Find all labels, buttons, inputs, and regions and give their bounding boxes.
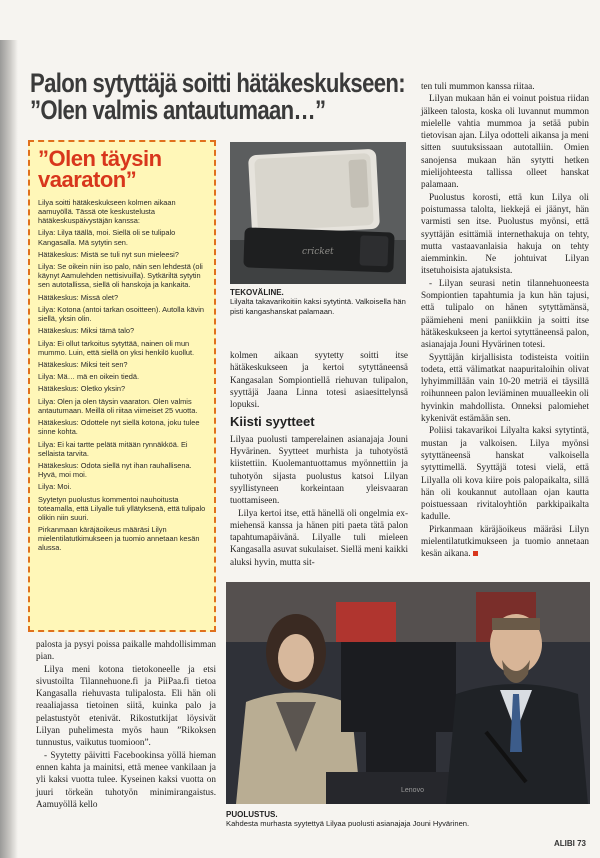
article-column-left <box>36 638 216 810</box>
sidebar-transcript-line: Lilya soitti hätäkeskukseen kolmen aikaan aamuyöllä. Tässä ote keskustelusta hätäkeskuspäivystäjän kanssa: <box>38 198 176 226</box>
right-paragraph-3: Puolustus korosti, että kun Lilya oli poistumassa talolta, liekkejä ei jäänyt, hän varmisti sen itse. Puolustus myönsi, että syyttäjän esittämiä internethakuja on tehty, mutta vastaavanlaisia hakuja on tehty aiemminkin. Ne johtuivat Lilyan itsetuhoisista ajatuksista. <box>421 191 589 276</box>
sidebar-transcript-line: Hätäkeskus: Miksi tämä talo? <box>38 326 135 336</box>
lighters-image <box>230 142 406 284</box>
sidebar-transcript-line: Lilya: Lilya täällä, moi. Siellä oli se tulipalo Kangasalla. Mä sytytin sen. <box>38 228 176 247</box>
courtroom-image <box>226 582 590 804</box>
monitor-brand-text: Lenovo <box>401 787 424 794</box>
courtroom-photo <box>226 582 590 804</box>
sidebar-transcript-line: Hätäkeskus: Mistä se tuli nyt sun mieleesi? <box>38 249 179 259</box>
sidebar-transcript-line: Lilya: Mä… mä en oikein tiedä. <box>38 372 140 382</box>
sidebar-transcript-line: Pirkanmaan käräjäoikeus määräsi Lilyn mielentilatutkimukseen ja tuomio annetaan kesän alussa. <box>38 525 200 553</box>
headline-line-2: ”Olen valmis antautumaan…” <box>30 95 326 125</box>
subheading-kiisti-syytteet: Kiisti syytteet <box>230 414 315 430</box>
sidebar-title <box>38 148 206 190</box>
sidebar-transcript-line: Hätäkeskus: Miksi teit sen? <box>38 359 128 369</box>
photo2-caption <box>226 810 590 829</box>
sidebar-transcript-line: Lilya: Moi. <box>38 482 72 492</box>
right-paragraph-6: Poliisi takavarikoi Lilyalta kaksi sytytintä, mustan ja valkoisen. Lilya myönsi sytyttäneensä hanskat valkoisella sytyttimellä. Syyttäjä totesi vielä, että Lilyalla oli kova kiire pois palopaikalta, sillä hän oli koukannut autollaan ojan kautta poistuessaan rivitaloyhtiön parkkipaikalta kadulle. <box>421 425 589 522</box>
page-number: ALIBI 73 <box>553 839 586 848</box>
mid-paragraph-3: Lilya kertoi itse, että hänellä oli ongelmia ex-miehensä kanssa ja hänen piti paeta tätä palon tapahtumapäivänä. Lilyalle tuli mieleen Kangasalla asuvat sukulaiset. Siellä meni kaikki aluksi hyvin, mutta sit- <box>230 507 408 567</box>
left-paragraph-1: palosta ja pysyi poissa paikalle mahdollisimman pian. <box>36 639 216 662</box>
left-paragraph-3: - Syytetty päivitti Facebookinsa yöllä hieman ennen kahta ja mainitsi, että menee vankilaan ja yli kaksi vuotta tulee. Kyseinen kaksi vuotta on juuri törkeän tuhotyön minimirangaistus. Aamuyöllä kello <box>36 749 216 809</box>
article-column-middle <box>230 349 408 568</box>
sidebar-transcript-line: Syytetyn puolustus kommentoi nauhoitusta toteamalla, että Lilyalle tuli yllätyksenä, että tulipalo olikin niin suuri. <box>38 494 206 522</box>
sidebar-transcript-line: Hätäkeskus: Odottele nyt siellä kotona, joku tulee sinne kohta. <box>38 418 200 437</box>
lighter-brand-text: cricket <box>302 247 334 257</box>
right-paragraph-4: - Lilyan seurasi netin tilannehuoneesta Sompiontien tapahtumia ja kun hän tajusi, että tulipalo on hänen sytyttämänsä, päämieheni meni paniikkiin ja soitti itse hätäkeskukseen ja kertoi sytyttäneensä palon, asianajaja Jouni Hyvärinen totesi. <box>421 277 589 350</box>
headline <box>30 70 415 124</box>
mid-paragraph-2: Lilyaa puolusti tamperelainen asianajaja Jouni Hyvärinen. Syytteet murhista ja tuhotyöstä kiistettiin. Kuolemantuottamus myönnettiin ja tuhotyön sijasta puolustus katsoi Lilyan syyllistyneen korkeintaan yleisvaaran tuottamiseen. <box>230 433 408 506</box>
headline-line-1: Palon sytyttäjä soitti hätäkeskukseen: <box>30 68 405 98</box>
lighters-photo <box>230 142 406 284</box>
right-paragraph-7 <box>421 523 589 560</box>
sidebar-transcript-line: Lilya: Olen ja olen täysin vaaraton. Olen valmis antautumaan. Meillä oli riitaa viimeiset 25 vuotta. <box>38 396 198 415</box>
photo2-caption-title: PUOLUSTUS. <box>226 810 278 819</box>
sidebar-title-line-2: vaaraton” <box>38 167 137 192</box>
end-of-article-marker <box>473 551 478 556</box>
sidebar-transcript-line: Lilya: Ei kai tartte pelätä mitään rynnäkköä. Ei sellaista tarvita. <box>38 439 188 458</box>
sidebar-title-line-1: ”Olen täysin <box>38 146 162 171</box>
page-binding-edge <box>0 40 18 858</box>
sidebar-transcript-line: Hätäkeskus: Odota siellä nyt ihan rauhallisena. Hyvä, moi moi. <box>38 460 192 479</box>
article-column-right <box>421 80 589 560</box>
mid-paragraph-1: kolmen aikaan syytetty soitti itse hätäkeskukseen ja kertoi sytyttäneensä Kangasalan Sompiontiellä riehuvan tulipalon, syyttäjä Jaana Linna totesi asiaesittelynsä lopuksi. <box>230 350 408 410</box>
sidebar-transcript <box>38 198 206 552</box>
sidebar-transcript-line: Lilya: Kotona (antoi tarkan osoitteen). Autolla kävin siellä, yksin olin. <box>38 304 204 323</box>
right-paragraph-5: Syyttäjän kirjallisista todisteista voitiin todeta, että välimatkat naapuritaloihin olivat lyhyimmillään vain 10-20 metriä ei täysillä roihunneen palon leviäminen muualleekin oli hyvinkin mahdollista. Onneksi palomiehet kykenivät estämään sen. <box>421 351 589 424</box>
photo2-caption-text: Kahdesta murhasta syytettyä Lilyaa puolusti asianajaja Jouni Hyvärinen. <box>226 819 470 829</box>
transcript-sidebar <box>28 140 216 632</box>
right-paragraph-7-text: Pirkanmaan käräjäoikeus määräsi Lilyn mielentilatutkimukseen ja tuomio annetaan kesän aikana. <box>421 523 589 559</box>
sidebar-transcript-line: Lilya: Ei ollut tarkoitus sytyttää, nainen oli mun mummo. Luin, että siellä on yksi henkilö kuollut. <box>38 338 195 357</box>
sidebar-transcript-line: Lilya: Se oikein niin iso palo, näin sen lehdestä (oli käynyt Aamulehden nettisivuilla). Sytkäriltä sytytin sen autotallissa, siellä oli hanskoja ja kankaita. <box>38 262 203 290</box>
photo1-caption <box>230 288 406 316</box>
right-paragraph-1: ten tuli mummon kanssa riitaa. <box>421 81 535 91</box>
left-paragraph-2: Lilya meni kotona tietokoneelle ja etsi sivustoilta Tilannehuone.fi ja PiiPaa.fi tietoa Kangasalla riehuvasta tulipalosta. Eli hän oli reaaliajassa tietoinen siitä, kuinka palo ja pelastustyöt etenivät. Rikostutkijat löysivät Lilyan puhelimesta myös haun ”Rikoksen tunnustus, vaikutus tuomioon”. <box>36 663 216 748</box>
sidebar-transcript-line: Hätäkeskus: Oletko yksin? <box>38 384 126 394</box>
photo1-caption-text: Lilyalta takavarikoitiin kaksi sytytintä. Valkoisella hän pisti kangashanskat palamaan. <box>230 297 406 316</box>
photo1-caption-title: TEKOVÄLINE. <box>230 288 284 297</box>
right-paragraph-2: Lilyan mukaan hän ei voinut poistua riidan jälkeen talosta, koska oli luvannut mummon mielelle vahtia mummoa ja setää pubin tietovisan ajan. Lilya odotteli aikansa ja meni sitten suutuksissaan autotalliin. Omien sanojensa mukaan hän sytytti hetken mielijohteesta tallissa olleet hanskat palamaan. <box>421 93 589 190</box>
sidebar-transcript-line: Hätäkeskus: Missä olet? <box>38 292 119 302</box>
